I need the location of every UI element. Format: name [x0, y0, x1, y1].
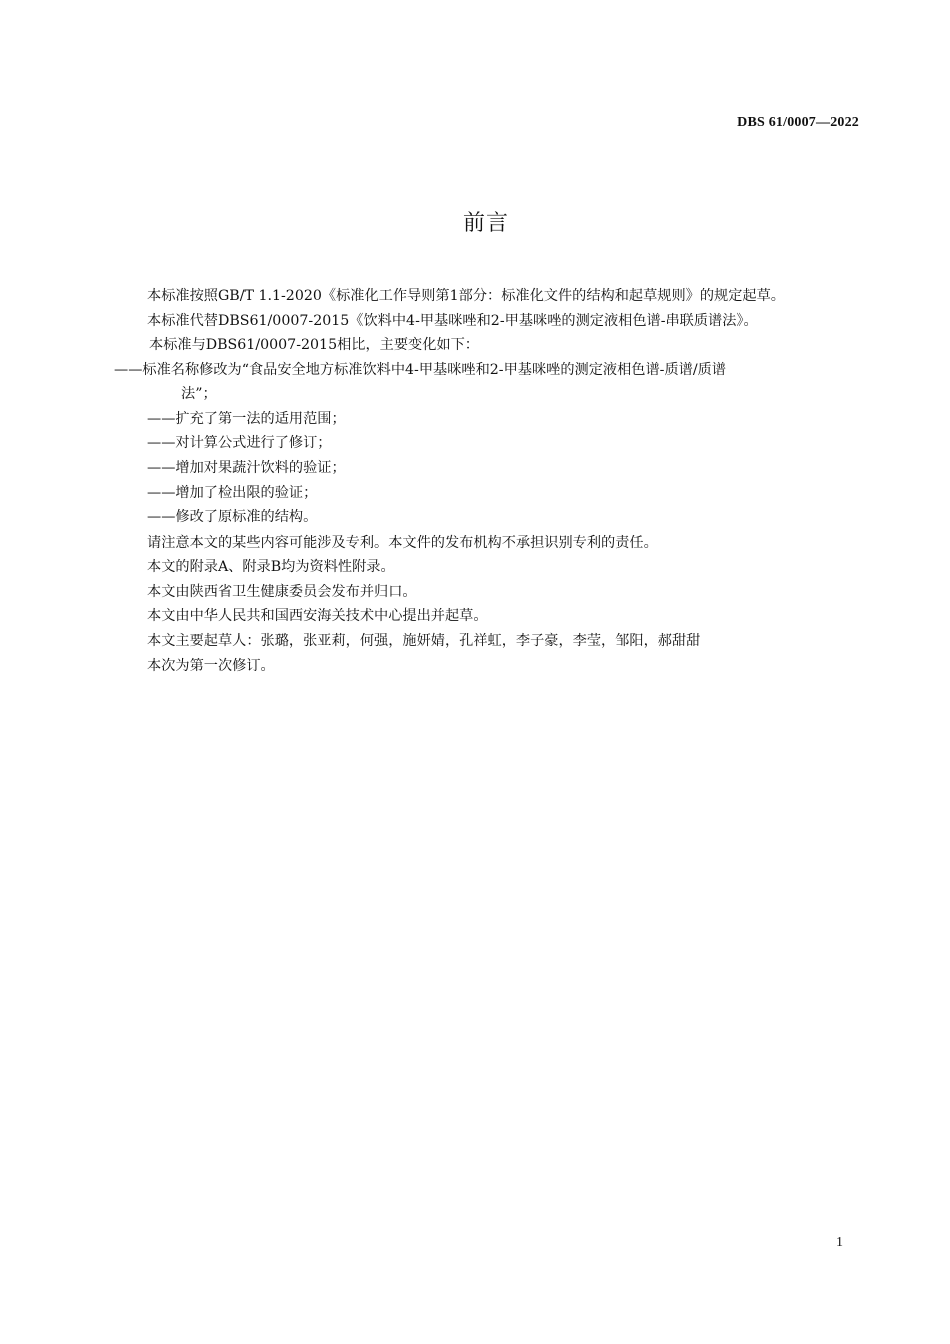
paragraph-proposer: 本文由中华人民共和国西安海关技术中心提出并起草。	[147, 608, 488, 624]
paragraph-drafting-rules: 本标准按照GB/T 1.1-2020《标准化工作导则第1部分：标准化文件的结构和起草规则》的规定起草。	[147, 288, 785, 304]
paragraph-publisher: 本文由陕西省卫生健康委员会发布并归口。	[147, 584, 417, 600]
change-item-detection-limit: ——增加了检出限的验证；	[147, 485, 318, 501]
change-item-formula: ——对计算公式进行了修订；	[147, 435, 332, 451]
change-item-title-line2: 法”；	[181, 386, 217, 402]
page-number: 1	[836, 1235, 843, 1250]
paragraph-revision: 本次为第一次修订。	[147, 658, 275, 674]
change-item-juice-validation: ——增加对果蔬汁饮料的验证；	[147, 460, 346, 476]
paragraph-appendix: 本文的附录A、附录B均为资料性附录。	[147, 559, 395, 575]
page-title: 前言	[462, 211, 509, 236]
paragraph-drafters: 本文主要起草人：张璐，张亚莉，何强，施妍婧，孔祥虹，李子豪，李莹，邹阳，郝甜甜	[147, 633, 701, 649]
paragraph-patent-notice: 请注意本文的某些内容可能涉及专利。本文件的发布机构不承担识别专利的责任。	[147, 535, 658, 551]
paragraph-changes-intro: 本标准与DBS61/0007-2015相比，主要变化如下：	[149, 337, 479, 353]
paragraph-replacement: 本标准代替DBS61/0007-2015《饮料中4-甲基咪唑和2-甲基咪唑的测定液相色谱-串联质谱法》。	[147, 313, 758, 329]
document-code: DBS 61/0007—2022	[737, 115, 859, 130]
change-item-scope: ——扩充了第一法的适用范围；	[147, 411, 346, 427]
change-item-structure: ——修改了原标准的结构。	[147, 509, 318, 525]
change-item-title-line1: ——标准名称修改为“食品安全地方标准饮料中4-甲基咪唑和2-甲基咪唑的测定液相色谱-质谱/质谱	[114, 362, 726, 378]
